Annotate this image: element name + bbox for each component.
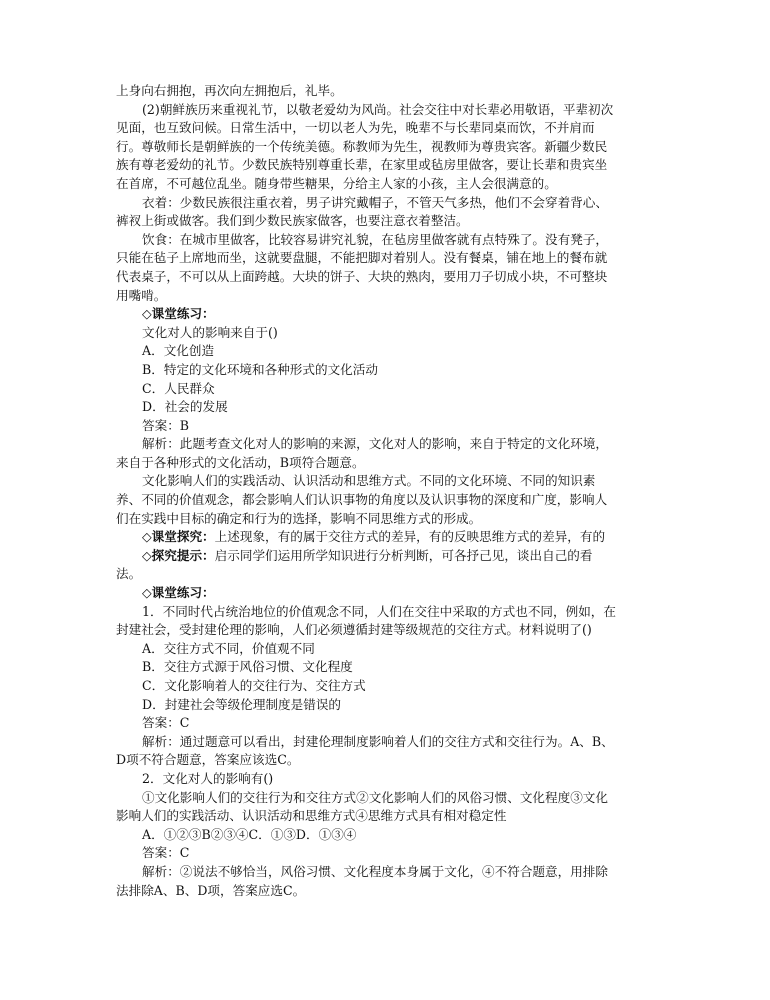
line-text: 来自于各种形式的文化活动，B项符合题意。 xyxy=(116,454,365,470)
section-label: ◇课堂练习： xyxy=(142,585,215,601)
line-text: A．交往方式不同，价值观不同 xyxy=(142,640,315,656)
document-page xyxy=(116,82,654,900)
text-line xyxy=(116,175,654,194)
text-line xyxy=(116,770,654,789)
text-line xyxy=(116,194,654,213)
text-line xyxy=(116,751,654,770)
line-text: 2．文化对人的影响有() xyxy=(142,770,274,786)
text-line xyxy=(116,435,654,454)
line-text: 在首席，不可越位乱坐。随身带些糖果，分给主人家的小孩，主人会很满意的。 xyxy=(116,175,557,191)
line-text: 法排除A、B、D项，答案应选C。 xyxy=(116,882,306,898)
line-text: 见面，也互致问候。日常生活中，一切以老人为先，晚辈不与长辈同桌而饮，不并肩而 xyxy=(116,120,595,136)
line-text: 解析：②说法不够恰当，风俗习惯、文化程度本身属于文化，④不符合题意，用排除 xyxy=(142,863,608,879)
line-text: C．文化影响着人的交往行为、交往方式 xyxy=(142,678,366,693)
section-label: ◇探究提示： xyxy=(142,547,215,563)
line-text: 用嘴啃。 xyxy=(116,287,167,303)
line-text: 代表桌子，不可以从上面跨越。大块的饼子、大块的熟肉，要用刀子切成小块，不可整块 xyxy=(116,268,608,284)
text-line xyxy=(116,714,654,733)
text-line xyxy=(116,621,654,640)
text-line xyxy=(116,733,654,752)
line-text: 1．不同时代占统治地位的价值观念不同，人们在交往中采取的方式也不同，例如，在 xyxy=(142,603,616,619)
text-line xyxy=(116,528,654,547)
text-line xyxy=(116,342,654,361)
text-line xyxy=(116,417,654,436)
line-text: (2)朝鲜族历来重视礼节，以敬老爱幼为风尚。社会交往中对长辈必用敬语，平辈初次 xyxy=(142,101,614,117)
line-text: 只能在毡子上席地而坐，这就要盘腿，不能把脚对着别人。没有餐桌，铺在地上的餐布就 xyxy=(116,250,608,266)
text-line xyxy=(116,547,654,566)
line-text: A．①②③B②③④C．①③D．①③④ xyxy=(142,826,357,842)
line-text: 答案：C xyxy=(142,715,190,731)
line-text: 上身向右拥抱，再次向左拥抱后，礼毕。 xyxy=(116,83,343,98)
text-line xyxy=(116,138,654,157)
section-label: ◇课堂探究： xyxy=(142,529,215,545)
text-line xyxy=(116,584,654,603)
line-text: 裤衩上街或做客。我们到少数民族家做客，也要注意衣着整洁。 xyxy=(116,213,469,229)
line-text: 们在实践中目标的确定和行为的选择，影响不同思维方式的形成。 xyxy=(116,510,482,526)
line-text: D．社会的发展 xyxy=(142,399,228,415)
text-line xyxy=(116,603,654,622)
text-line xyxy=(116,82,654,101)
line-text: B．特定的文化环境和各种形式的文化活动 xyxy=(142,361,378,377)
line-text: D．封建社会等级伦理制度是错误的 xyxy=(142,696,342,712)
text-line xyxy=(116,677,654,696)
line-text: A．文化创造 xyxy=(142,343,215,359)
text-line xyxy=(116,510,654,529)
text-line xyxy=(116,844,654,863)
line-text: 文化影响人们的实践活动、认识活动和思维方式。不同的文化环境、不同的知识素 xyxy=(142,473,596,489)
text-line xyxy=(116,380,654,399)
line-text: 上述现象，有的属于交往方式的差异，有的反映思维方式的差异，有的 xyxy=(214,529,606,545)
text-line xyxy=(116,658,654,677)
text-line xyxy=(116,882,654,901)
line-text: 行。尊敬师长是朝鲜族的一个传统美德。称教师为先生，视教师为尊贵宾客。新疆少数民 xyxy=(116,138,608,154)
line-text: 封建社会，受封建伦理的影响，人们必须遵循封建等级规范的交往方式。材料说明了() xyxy=(116,622,592,638)
text-line xyxy=(116,472,654,491)
text-line xyxy=(116,789,654,808)
line-text: D项不符合题意，答案应该选C。 xyxy=(116,752,300,768)
line-text: 解析：此题考查文化对人的影响的来源，文化对人的影响，来自于特定的文化环境， xyxy=(142,436,608,452)
line-text: 影响人们的实践活动、认识活动和思维方式④思维方式具有相对稳定性 xyxy=(116,808,507,824)
text-line xyxy=(116,324,654,343)
text-line xyxy=(116,231,654,250)
text-line xyxy=(116,287,654,306)
text-line xyxy=(116,826,654,845)
text-line xyxy=(116,305,654,324)
line-text: 文化对人的影响来自于() xyxy=(142,324,278,340)
text-line xyxy=(116,491,654,510)
line-text: ①文化影响人们的交往行为和交往方式②文化影响人们的风俗习惯、文化程度③文化 xyxy=(142,789,608,805)
text-line xyxy=(116,640,654,659)
line-text: 养、不同的价值观念，都会影响人们认识事物的角度以及认识事物的深度和广度，影响人 xyxy=(116,492,608,508)
line-text: C．人民群众 xyxy=(142,380,215,396)
text-line xyxy=(116,565,654,584)
text-line xyxy=(116,863,654,882)
text-line xyxy=(116,807,654,826)
line-text: 饮食：在城市里做客，比较容易讲究礼貌，在毡房里做客就有点特殊了。没有凳子， xyxy=(142,231,608,247)
line-text: B．交往方式源于风俗习惯、文化程度 xyxy=(142,659,353,675)
section-label: ◇课堂练习： xyxy=(142,306,215,322)
text-line xyxy=(116,212,654,231)
text-line xyxy=(116,156,654,175)
text-line xyxy=(116,119,654,138)
text-line xyxy=(116,101,654,120)
line-text: 法。 xyxy=(116,566,142,582)
line-text: 答案：B xyxy=(142,417,190,433)
text-line xyxy=(116,249,654,268)
line-text: 衣着：少数民族很注重衣着，男子讲究戴帽子，不管天气多热，他们不会穿着背心、 xyxy=(142,194,608,210)
line-text: 族有尊老爱幼的礼节。少数民族特别尊重长辈，在家里或毡房里做客，要让长辈和贵宾坐 xyxy=(116,157,608,173)
line-text: 解析：通过题意可以看出，封建伦理制度影响着人们的交往方式和交往行为。A、B、 xyxy=(142,733,614,749)
text-line xyxy=(116,268,654,287)
line-text: 启示同学们运用所学知识进行分析判断，可各抒己见，谈出自己的看 xyxy=(214,547,593,563)
text-line xyxy=(116,398,654,417)
text-line xyxy=(116,361,654,380)
line-text: 答案：C xyxy=(142,845,190,861)
text-line xyxy=(116,454,654,473)
text-line xyxy=(116,696,654,715)
